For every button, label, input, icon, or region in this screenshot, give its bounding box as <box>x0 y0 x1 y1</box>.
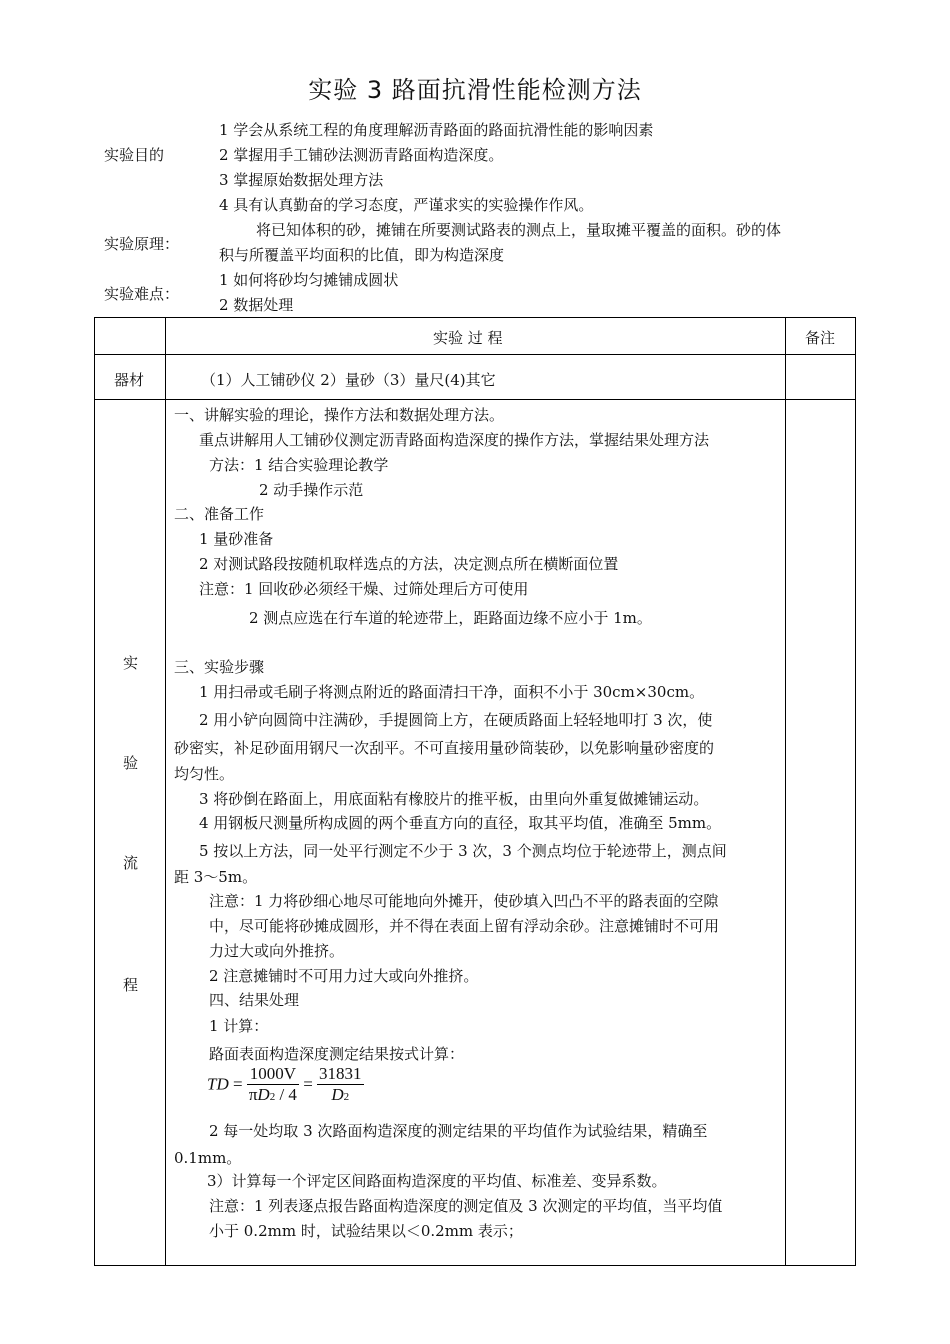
formula-den-tail: / 4 <box>279 1085 297 1104</box>
flow-line: 1 用扫帚或毛刷子将测点附近的路面清扫干净，面积不小于 30cm×30cm。 <box>199 683 705 701</box>
principle-label: 实验原理： <box>104 235 180 253</box>
flow-line: 1 计算： <box>209 1017 269 1035</box>
column-divider <box>785 318 786 1265</box>
formula-fraction-1 <box>247 1064 299 1105</box>
formula-numerator-1: 1000V <box>249 1064 297 1083</box>
flow-line: 2 测点应选在行车道的轮迹带上，距路面边缘不应小于 1m。 <box>249 609 652 627</box>
flow-line: 注意：1 回收砂必须经干燥、过筛处理后方可使用 <box>199 580 529 598</box>
formula-numerator-2: 31831 <box>319 1064 362 1083</box>
flow-line: 注意：1 力将砂细心地尽可能地向外摊开，使砂填入凹凸不平的路表面的空隙 <box>209 892 719 910</box>
principle-line: 将已知体积的砂，摊铺在所要测试路表的测点上，量取摊平覆盖的面积。砂的体 <box>256 221 782 239</box>
flow-line: 路面表面构造深度测定结果按式计算： <box>209 1045 465 1063</box>
formula-den-exp: 2 <box>343 1091 350 1103</box>
difficulty-label: 实验难点： <box>104 285 180 303</box>
formula-fraction-2 <box>317 1064 364 1105</box>
principle-line: 积与所覆盖平均面积的比值，即为构造深度 <box>219 246 505 264</box>
flow-line: 力过大或向外推挤。 <box>209 942 345 960</box>
formula-pi: π <box>248 1085 258 1104</box>
flow-line: 二、准备工作 <box>174 505 265 523</box>
equipment-label: 器材 <box>114 371 145 389</box>
column-divider <box>165 318 166 1265</box>
page-title: 实验 3 路面抗滑性能检测方法 <box>308 76 642 104</box>
flow-line: 砂密实，补足砂面用钢尺一次刮平。不可直接用量砂筒装砂，以免影响量砂密度的 <box>174 739 715 757</box>
flow-line: 0.1mm。 <box>174 1149 242 1167</box>
flow-line: 2 用小铲向圆筒中注满砂，手提圆筒上方，在硬质路面上轻轻地叩打 3 次，使 <box>199 711 713 729</box>
flow-line: 注意：1 列表逐点报告路面构造深度的测定值及 3 次测定的平均值，当平均值 <box>209 1197 723 1215</box>
flow-line: 2 对测试路段按随机取样选点的方法，决定测点所在横断面位置 <box>199 555 619 573</box>
flow-label-char: 程 <box>123 976 139 994</box>
column-header-process: 实验 过 程 <box>433 329 503 347</box>
flow-line: 2 动手操作示范 <box>259 481 364 499</box>
flow-line: 中，尽可能将砂摊成圆形，并不得在表面上留有浮动余砂。注意摊铺时不可用 <box>209 917 720 935</box>
formula-lhs: TD <box>207 1074 229 1094</box>
flow-line: 4 用钢板尺测量所构成圆的两个垂直方向的直径，取其平均值，准确至 5mm。 <box>199 814 722 832</box>
row-divider <box>95 354 855 355</box>
column-header-remark: 备注 <box>805 329 836 347</box>
flow-line: 方法：1 结合实验理论教学 <box>209 456 389 474</box>
flow-line: 距 3～5m。 <box>174 868 258 886</box>
flow-label-char: 验 <box>123 754 139 772</box>
purpose-item: 1 学会从系统工程的角度理解沥青路面的路面抗滑性能的影响因素 <box>219 121 654 139</box>
flow-line: 5 按以上方法，同一处平行测定不少于 3 次，3 个测点均位于轮迹带上，测点间 <box>199 842 727 860</box>
difficulty-item: 1 如何将砂均匀摊铺成圆状 <box>219 271 399 289</box>
flow-line: 三、实验步骤 <box>174 658 265 676</box>
flow-line: 四、结果处理 <box>209 991 300 1009</box>
flow-label-char: 流 <box>123 854 139 872</box>
purpose-item: 3 掌握原始数据处理方法 <box>219 171 384 189</box>
flow-line: 3）计算每一个评定区间路面构造深度的平均值、标准差、变异系数。 <box>207 1172 667 1190</box>
formula-den-exp: 2 <box>269 1091 276 1103</box>
purpose-label: 实验目的 <box>104 146 165 164</box>
flow-line: 3 将砂倒在路面上，用底面粘有橡胶片的推平板，由里向外重复做摊铺运动。 <box>199 790 709 808</box>
flow-line: 均匀性。 <box>174 765 235 783</box>
flow-line: 1 量砂准备 <box>199 530 274 548</box>
equipment-text: （1）人工铺砂仪 2）量砂（3）量尺(4)其它 <box>201 371 496 389</box>
flow-line: 2 注意摊铺时不可用力过大或向外推挤。 <box>209 967 479 985</box>
purpose-item: 2 掌握用手工铺砂法测沥青路面构造深度。 <box>219 146 504 164</box>
flow-line: 2 每一处均取 3 次路面构造深度的测定结果的平均值作为试验结果，精确至 <box>209 1122 708 1140</box>
formula-td <box>207 1064 364 1105</box>
flow-line: 重点讲解用人工铺砂仪测定沥青路面构造深度的操作方法，掌握结果处理方法 <box>199 431 710 449</box>
flow-line: 一、讲解实验的理论，操作方法和数据处理方法。 <box>174 406 505 424</box>
flow-label-char: 实 <box>123 654 139 672</box>
formula-equals: = <box>232 1074 243 1094</box>
flow-line: 小于 0.2mm 时，试验结果以＜0.2mm 表示； <box>209 1222 523 1240</box>
purpose-item: 4 具有认真勤奋的学习态度，严谨求实的实验操作作风。 <box>219 196 594 214</box>
formula-den-var: D <box>257 1085 270 1104</box>
difficulty-item: 2 数据处理 <box>219 296 294 314</box>
row-divider <box>95 399 855 400</box>
formula-den-var: D <box>331 1085 344 1104</box>
formula-equals: = <box>303 1074 313 1094</box>
